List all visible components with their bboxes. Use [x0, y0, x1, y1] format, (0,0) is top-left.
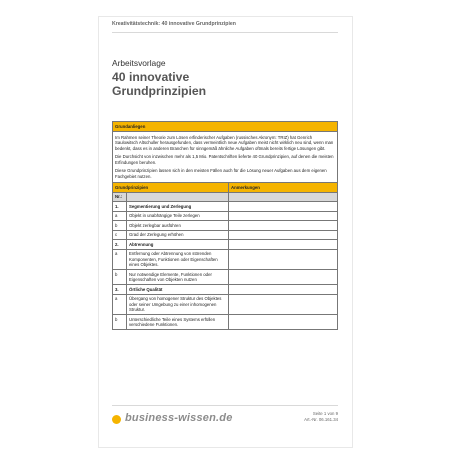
notes-cell[interactable]	[229, 294, 338, 315]
notes-cell[interactable]	[229, 315, 338, 330]
intro-paragraph: Die Durchsicht von inzwischen mehr als 1,5 Mio. Patentschriften lieferte 40 Grundprinzipien, auf denen die meisten Erfindungen beruhen.	[115, 154, 334, 165]
row-number: a	[113, 249, 127, 270]
principle-text: Nur notwendige Elemente, Funktionen oder Eigenschaften von Objekten nutzen	[127, 270, 229, 285]
table-row	[113, 285, 338, 295]
table-row	[113, 211, 338, 221]
document-title	[112, 70, 206, 98]
table-row	[113, 202, 338, 212]
principle-text: Entfernung oder Abtrennung von störenden Komponenten, Funktionen oder Eigenschaften eines Objektes.	[127, 249, 229, 270]
row-number: b	[113, 315, 127, 330]
notes-cell[interactable]	[229, 202, 338, 212]
intro-heading: Grundanliegen	[113, 122, 338, 132]
table-row	[113, 294, 338, 315]
principle-text: Objekt in unabhängige Teile zerlegen	[127, 211, 229, 221]
principle-text: Unterschiedliche Teile eines Systems erfüllen verschiedene Funktionen.	[127, 315, 229, 330]
notes-cell[interactable]	[229, 249, 338, 270]
notes-cell[interactable]	[229, 270, 338, 285]
column-header-notes: Anmerkungen	[229, 183, 338, 193]
row-number: a	[113, 294, 127, 315]
row-number: 3.	[113, 285, 127, 295]
page-number: Seite 1 von 9	[312, 411, 338, 416]
principle-text: Grad der Zerlegung erhöhen	[127, 230, 229, 240]
table-row	[113, 221, 338, 231]
principle-heading: Örtliche Qualität	[127, 285, 229, 295]
document-subtitle: Arbeitsvorlage	[112, 58, 166, 68]
notes-cell[interactable]	[229, 230, 338, 240]
intro-paragraph: Diese Grundprinzipien lassen sich in den meisten Fällen auch für die Lösung neuer Aufgaben aus dem eigenen Fachgebiet nutzen.	[115, 168, 327, 179]
row-number: b	[113, 221, 127, 231]
table-row	[113, 270, 338, 285]
notes-cell[interactable]	[229, 211, 338, 221]
column-header-principles: Grundprinzipien	[113, 183, 229, 193]
table-row	[113, 249, 338, 270]
intro-paragraph: Im Rahmen seiner Theorie zum Lösen erfinderischer Aufgaben (russisches Akronym: TRIZ) hat Genrich Saulowitsch Altschuller herausgefunden, dass vermeintlich neue Aufgaben meist nicht wirklich neu sind, wenn man bedenkt, dass es in anderen Branchen für sinngemäß ähnliche Aufgaben oftmals bereits fertige Lösungen gibt.	[115, 134, 334, 151]
row-number: a	[113, 211, 127, 221]
row-number: c	[113, 230, 127, 240]
footer-divider	[112, 405, 338, 406]
table-row	[113, 230, 338, 240]
row-number: 2.	[113, 240, 127, 250]
intro-text	[113, 131, 338, 183]
article-number: Art.-Nr. 06.161.34	[304, 417, 338, 422]
grey-cell	[127, 192, 229, 202]
principle-text: Objekt zerlegbar ausführen	[127, 221, 229, 231]
nr-label: Nr.:	[113, 192, 127, 202]
principle-heading: Abtrennung	[127, 240, 229, 250]
logo-dot-icon	[112, 415, 121, 424]
principles-table	[112, 121, 338, 330]
header-divider	[112, 32, 338, 33]
table-row	[113, 240, 338, 250]
logo-text: business-wissen.de	[125, 412, 233, 424]
title-line-2: Grundprinzipien	[112, 84, 207, 98]
principle-heading: Segmentierung und Zerlegung	[127, 202, 229, 212]
table-row	[113, 315, 338, 330]
notes-cell[interactable]	[229, 285, 338, 295]
principle-text: Übergang von homogener Struktur des Objektes oder seiner Umgebung zu einer inhomogenen Struktur.	[127, 294, 229, 315]
page-info	[304, 411, 338, 423]
row-number: b	[113, 270, 127, 285]
row-number: 1.	[113, 202, 127, 212]
document-header: Kreativitätstechnik: 40 innovative Grundprinzipien	[112, 21, 236, 27]
title-line-1: 40 innovative	[112, 70, 190, 84]
notes-cell[interactable]	[229, 221, 338, 231]
grey-cell	[229, 192, 338, 202]
notes-cell[interactable]	[229, 240, 338, 250]
